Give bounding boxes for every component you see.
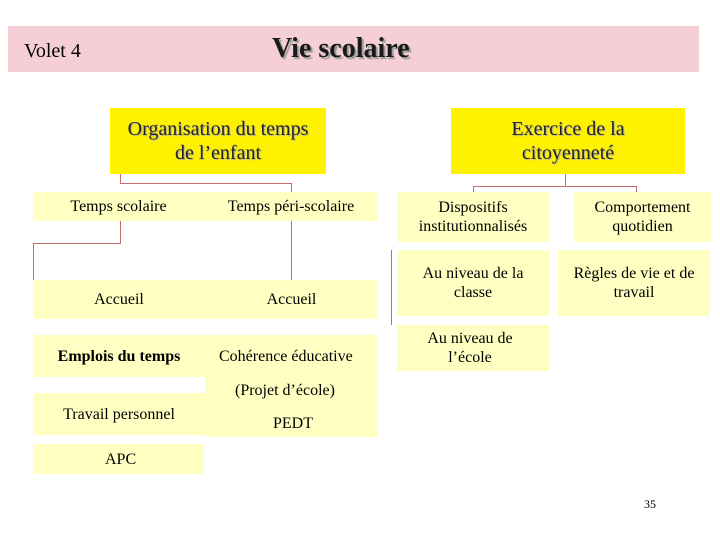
volet-label: Volet 4 bbox=[24, 40, 81, 62]
connector-line bbox=[33, 243, 34, 280]
temps-scolaire-label: Temps scolaire bbox=[70, 198, 167, 215]
pedt-label: PEDT bbox=[273, 415, 313, 432]
projet-ecole-label: (Projet d’école) bbox=[235, 382, 335, 399]
right-section-title bbox=[451, 108, 685, 174]
niveau-classe-box bbox=[397, 250, 549, 316]
connector-line bbox=[120, 174, 121, 183]
travail-personnel-box bbox=[33, 393, 205, 435]
connector-line bbox=[391, 250, 392, 325]
page-title: Vie scolaire bbox=[272, 33, 410, 64]
accueil-scolaire-label: Accueil bbox=[94, 291, 144, 308]
dispositifs-header bbox=[397, 192, 549, 242]
comportement-label: Comportement quotidien bbox=[594, 199, 691, 235]
connector-line bbox=[120, 220, 121, 243]
coherence-educative-box bbox=[205, 335, 378, 437]
page-number: 35 bbox=[644, 497, 656, 511]
comportement-header bbox=[574, 192, 711, 242]
temps-periscolaire-header bbox=[204, 192, 378, 221]
left-section-title bbox=[110, 108, 326, 174]
emplois-du-temps-box bbox=[33, 335, 205, 377]
travail-personnel-label: Travail personnel bbox=[63, 405, 175, 423]
coherence-educative-label: Cohérence éducative bbox=[219, 348, 353, 365]
regles-de-vie-box bbox=[558, 250, 710, 316]
niveau-ecole-box bbox=[397, 325, 549, 371]
accueil-periscolaire-label: Accueil bbox=[266, 291, 317, 308]
apc-box bbox=[33, 444, 204, 474]
regles-de-vie-label: Règles de vie et de travail bbox=[573, 265, 695, 301]
niveau-ecole-label: Au niveau de l’école bbox=[427, 330, 513, 366]
accueil-scolaire-box bbox=[33, 280, 205, 319]
emplois-du-temps-label: Emplois du temps bbox=[57, 347, 181, 365]
accueil-periscolaire-box bbox=[205, 280, 378, 319]
dispositifs-label: Dispositifs institutionnalisés bbox=[418, 199, 528, 235]
left-section-title-text: Organisation du temps de l’enfant bbox=[127, 118, 309, 164]
connector-line bbox=[33, 243, 121, 244]
right-section-title-text: Exercice de la citoyenneté bbox=[511, 118, 625, 164]
connector-line bbox=[120, 183, 291, 184]
niveau-classe-label: Au niveau de la classe bbox=[422, 265, 524, 301]
temps-scolaire-header bbox=[33, 192, 204, 221]
temps-periscolaire-label: Temps péri-scolaire bbox=[227, 198, 355, 215]
connector-line bbox=[473, 186, 637, 187]
apc-label: APC bbox=[105, 450, 137, 468]
